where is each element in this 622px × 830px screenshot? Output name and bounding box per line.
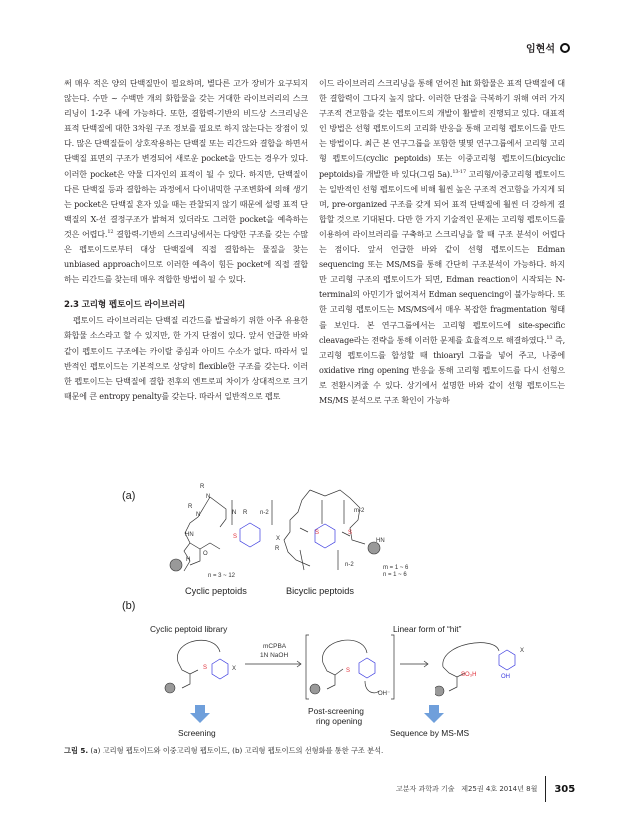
journal-info: 고분자 과학과 기술 제25권 4호 2014년 8월 (396, 785, 538, 793)
atom-r: R (275, 546, 280, 552)
panel-b-label: (b) (122, 600, 136, 612)
atom-s-sulfonyl: S (346, 668, 351, 674)
atom-x: X (276, 536, 281, 542)
atom-n: N (206, 494, 211, 500)
caption-text: (a) 고리형 펩토이드와 이중고리형 펩토이드, (b) 고리형 펩토이드의 선형화를 통한 구조 분석. (88, 746, 384, 755)
cyclic-peptoids-label: Cyclic peptoids (185, 586, 247, 596)
left-paragraph-1 (64, 76, 308, 287)
down-arrow-icon (190, 705, 210, 723)
subscript-m-2: m-2 (354, 508, 365, 514)
atom-o: O (203, 551, 208, 557)
atom-r: R (243, 510, 248, 516)
ring-icon (560, 43, 570, 53)
screening-label: Screening (178, 728, 216, 738)
right-p1-cont2: 즉, 고리형 펩토이드를 합성할 때 thioaryl 그룹을 넣어 주고, 나중에 oxidative ring opening 반응을 통해 고리형 펩토이드를 다시 선형으로 전환시켜줄 수 있다. 상기에서 설명한 바와 같이 선형 펩토이드는 MS/MS 분석으로 구조 확인이 가능하 (319, 335, 565, 405)
post-screening-label: Post-screening (308, 706, 364, 716)
atom-hn: HN (376, 538, 385, 544)
reaction-arrow-icon (245, 660, 303, 668)
atom-n: N (196, 512, 201, 518)
sequence-label: Sequence by MS-MS (390, 728, 470, 738)
left-paragraph-2: 펩토이드 라이브러리는 단백질 리간드를 발굴하기 위한 아주 유용한 화합물 소스라고 할 수 있지만, 한 가지 단점이 있다. 앞서 언급한 바와 같이 펩토이드 구조에는 카이랄 중심과 아미드 수소가 없다. 따라서 일반적인 펩토이드는 기본적으로 상당히 flexible한 구조를 갖는다. 이러한 펩토이드는 단백질에 결합 전후의 엔트로피 차이가 상대적으로 크기 때문에 큰 entropy penalty를 갖는다. 따라서 일반적으로 펩토 (64, 316, 308, 401)
cyclic-n-range: n = 3 ~ 12 (208, 573, 236, 579)
right-column (319, 76, 565, 408)
subscript-n-2: n-2 (260, 510, 269, 516)
figure-5 (100, 480, 530, 742)
hydroxide-ion: OH⁻ (378, 691, 391, 697)
reaction-arrow-icon (400, 660, 430, 668)
figure-caption (64, 746, 564, 756)
footer-divider (545, 776, 546, 802)
reagent-mcpba: mCPBA (263, 643, 287, 650)
ring-opening-label: ring opening (316, 716, 363, 726)
section-heading: 2.3 고리형 펩토이드 라이브러리 (64, 300, 186, 311)
atom-x: X (520, 648, 525, 654)
atom-s: S (203, 665, 208, 671)
running-header (526, 40, 570, 55)
author-name: 임현석 (526, 44, 555, 55)
sulfonic-acid: SO₃H (461, 672, 477, 678)
atom-hn: HN (185, 532, 194, 538)
bicyclic-m-range: m = 1 ~ 6 (383, 565, 409, 571)
subscript-n-2: n-2 (345, 562, 354, 568)
down-arrow-icon (424, 705, 444, 723)
atom-s: S (233, 534, 238, 540)
linear-hit-structure (435, 635, 530, 700)
atom-r: R (188, 504, 193, 510)
bicyclic-peptoids-label: Bicyclic peptoids (286, 586, 354, 596)
left-column (64, 76, 308, 404)
panel-a-label: (a) (122, 490, 136, 502)
citation-ref: 13-17 (452, 168, 466, 175)
left-p1-cont: 결합력-기반의 스크리닝에서는 다양한 구조를 갖는 수많은 펩토이드로부터 대상 단백질에 직접 결합하는 물질을 찾는 unbiased approach이므로 이러한 예측이 힘든 pocket에 직접 결합하는 리간드를 찾는데 매우 적합한 방법이 될 수 있다. (64, 229, 308, 285)
page-number: 305 (554, 783, 576, 795)
caption-label: 그림 5. (64, 746, 89, 755)
citation-ref: 12 (107, 228, 114, 235)
citation-ref: 13 (546, 334, 553, 341)
atom-nh: H (186, 557, 191, 563)
atom-s-left: S (315, 530, 320, 536)
hydroxyl-group: OH (501, 674, 510, 680)
library-label: Cyclic peptoid library (150, 624, 228, 634)
atom-s-right: S (348, 530, 353, 536)
right-p1-cont: 고리형/이중고리형 펩토이드는 일반적인 선형 펩토이드에 비해 훨씬 높은 구조적 견고함을 가지게 되며, pre-organized 구조를 갖게 되어 표적 단백질에 훨씬 더 강하게 결합할 것으로 기대된다. 다만 한 가지 기술적인 문제는 고리형 펩토이드를 이용하여 라이브러리를 구축하고 스크리닝을 할 때 구조 분석이 어렵다는 점이다. 앞서 언급한 바와 같이 선형 펩토이드는 Edman sequencing 또는 MS/MS를 통해 간단히 구조분석이 가능하다. 하지만 고리형 구조의 펩토이드가 되면, Edman reaction이 시작되는 N-terminal의 아민기가 없어져서 Edman sequencing이 불가능하다. 또한 고리형 펩토이드는 MS/MS에서 매우 복잡한 fragmentation 형태를 보인다. 본 연구그룹에서는 고리형 펩토이드에 site-specific cleavage라는 전략을 통해 이러한 문제를 효율적으로 해결하였다. (319, 169, 566, 345)
right-paragraph-1 (319, 76, 565, 408)
right-p1-text: 이드 라이브러리 스크리닝을 통해 얻어진 hit 화합물은 표적 단백질에 대한 결합력이 그다지 높지 않다. 이러한 단점을 극복하기 위해 여러 가지 구조적 견고함을 갖는 펩토이드의 개발이 활발히 진행되고 있다. 대표적인 방법은 선형 펩토이드의 고리화 반응을 통해 고리형 펩토이드를 만드는 방법이다. 최근 본 연구그룹을 포함한 몇몇 연구그룹에서 고리형 고리형 펩토이드(cyclic peptoids) 또는 이중고리형 펩토이드(bicyclic peptoids)를 개발한 바 있다(그림 5a). (319, 79, 565, 179)
left-p1-text: 써 매우 적은 양의 단백질만이 필요하며, 별다른 고가 장비가 요구되지 않는다. 수만 ~ 수백만 개의 화합물을 갖는 거대한 라이브러리의 스크리닝이 1-2주 내에 가능하다. 또한, 결합력-기반의 비드상 스크리닝은 표적 단백질에 대한 3차원 구조 정보를 필요로 하지 않는다는 장점이 있다. 많은 단백질들이 상호작용하는 단백질 또는 리간드와 결합을 하면서 단백질 표면의 구조가 변경되어 새로운 pocket을 만드는 경우가 있다. 이러한 pocket은 약물 디자인의 표적이 될 수 있다. 하지만, 단백질이 다른 단백질 등과 결합하는 과정에서 다이내믹한 구조변화에 의해 생기는 pocket은 단백질 혼자 있을 때는 관찰되지 않기 때문에 설령 표적 단백질의 X-선 결정구조가 밝혀져 있더라도 그러한 pocket을 예측하는 것은 어렵다. (64, 79, 308, 239)
linear-form-label: Linear form of “hit” (393, 624, 462, 634)
bicyclic-peptoid-structure (270, 480, 390, 580)
cyclic-library-structure (160, 634, 255, 694)
bicyclic-n-range: n = 1 ~ 6 (383, 572, 407, 578)
atom-x: X (232, 666, 237, 672)
atom-n: N (232, 510, 237, 516)
reagent-naoh: 1N NaOH (260, 652, 289, 659)
atom-r: R (200, 484, 205, 490)
page-footer (396, 776, 575, 802)
